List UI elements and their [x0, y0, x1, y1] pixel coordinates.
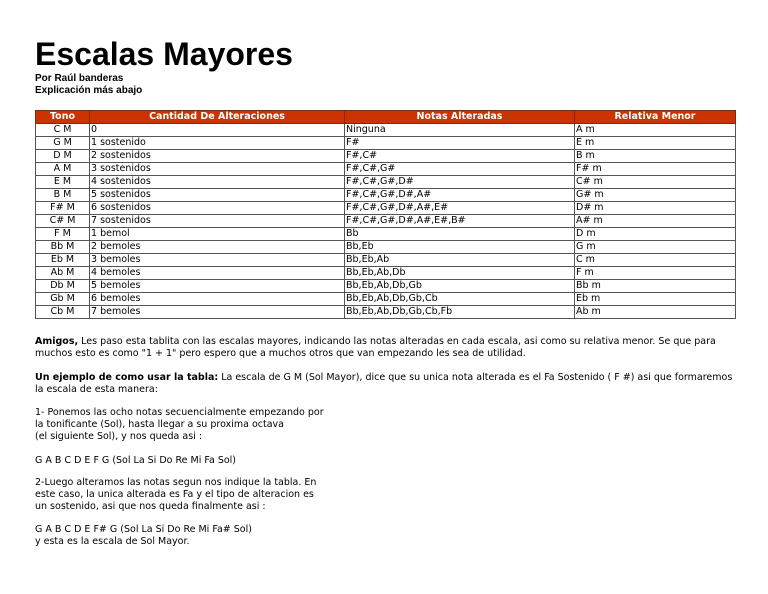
cell-tono: Bb M [36, 241, 90, 254]
scale2-line: G A B C D E F# G (Sol La Si Do Re Mi Fa# Sol) [35, 524, 252, 535]
cell-notas: F#,C#,G#,D#,A#,E#,B# [345, 215, 575, 228]
cell-tono: Eb M [36, 254, 90, 267]
cell-tono: G M [36, 137, 90, 150]
intro-paragraph [35, 336, 735, 360]
cell-relativa: A# m [575, 215, 736, 228]
closing-line: y esta es la escala de Sol Mayor. [35, 536, 190, 547]
cell-relativa: D# m [575, 202, 736, 215]
cell-tono: A M [36, 163, 90, 176]
cell-notas: F#,C# [345, 150, 575, 163]
cell-tono: B M [36, 189, 90, 202]
step2-line: este caso, la unica alterada es Fa y el tipo de alteracion es [35, 489, 314, 500]
cell-cantidad: 5 sostenidos [90, 189, 345, 202]
cell-notas: Bb,Eb,Ab,Db,Gb,Cb [345, 293, 575, 306]
cell-relativa: G# m [575, 189, 736, 202]
cell-notas: Bb,Eb,Ab,Db,Gb [345, 280, 575, 293]
cell-tono: F# M [36, 202, 90, 215]
scales-table [35, 110, 736, 319]
cell-relativa: C m [575, 254, 736, 267]
cell-tono: D M [36, 150, 90, 163]
step1-line: la tonificante (Sol), hasta llegar a su proxima octava [35, 419, 284, 430]
table-body [36, 124, 736, 319]
table-row [36, 293, 736, 306]
cell-notas: Bb [345, 228, 575, 241]
cell-tono: E M [36, 176, 90, 189]
step1-line: (el siguiente Sol), y nos queda asi : [35, 431, 203, 442]
cell-notas: F#,C#,G#,D#,A#,E# [345, 202, 575, 215]
cell-cantidad: 0 [90, 124, 345, 137]
table-row [36, 124, 736, 137]
cell-cantidad: 2 bemoles [90, 241, 345, 254]
table-row [36, 176, 736, 189]
page-title: Escalas Mayores [35, 36, 293, 72]
table-row [36, 241, 736, 254]
step2-line: 2-Luego alteramos las notas segun nos indique la tabla. En [35, 477, 317, 488]
cell-cantidad: 2 sostenidos [90, 150, 345, 163]
table-row [36, 202, 736, 215]
scale1-line: G A B C D E F G (Sol La Si Do Re Mi Fa Sol) [35, 455, 237, 466]
cell-cantidad: 1 bemol [90, 228, 345, 241]
cell-notas: Ninguna [345, 124, 575, 137]
table-row [36, 163, 736, 176]
step2-paragraph [35, 477, 335, 513]
table-row [36, 267, 736, 280]
cell-notas: F#,C#,G#,D#,A# [345, 189, 575, 202]
cell-cantidad: 7 sostenidos [90, 215, 345, 228]
cell-relativa: F m [575, 267, 736, 280]
explanation-note: Explicación más abajo [35, 85, 143, 96]
cell-cantidad: 4 bemoles [90, 267, 345, 280]
cell-tono: Gb M [36, 293, 90, 306]
table-row [36, 306, 736, 319]
header-relativa: Relativa Menor [575, 111, 736, 124]
cell-cantidad: 6 sostenidos [90, 202, 345, 215]
cell-relativa: D m [575, 228, 736, 241]
cell-tono: Cb M [36, 306, 90, 319]
intro-text: Les paso esta tablita con las escalas mayores, indicando las notas alteradas en cada escala, asi como su relativa menor. Se que para muchos esto es como "1 + 1" pero espero que a muchos otros que van empezando les sea de utilidad. [35, 336, 716, 359]
table-row [36, 189, 736, 202]
cell-relativa: C# m [575, 176, 736, 189]
cell-notas: F# [345, 137, 575, 150]
cell-cantidad: 4 sostenidos [90, 176, 345, 189]
cell-relativa: Eb m [575, 293, 736, 306]
table-row [36, 254, 736, 267]
cell-cantidad: 1 sostenido [90, 137, 345, 150]
header-notas: Notas Alteradas [345, 111, 575, 124]
cell-relativa: B m [575, 150, 736, 163]
cell-relativa: A m [575, 124, 736, 137]
table-row [36, 228, 736, 241]
cell-cantidad: 7 bemoles [90, 306, 345, 319]
step2-line: un sostenido, asi que nos queda finalmente asi : [35, 501, 266, 512]
table-row [36, 150, 736, 163]
cell-tono: F M [36, 228, 90, 241]
intro-lead: Amigos, [35, 336, 79, 347]
cell-cantidad: 3 sostenidos [90, 163, 345, 176]
header-cantidad: Cantidad De Alteraciones [90, 111, 345, 124]
cell-notas: Bb,Eb [345, 241, 575, 254]
step1-line: 1- Ponemos las ocho notas secuencialmente empezando por [35, 407, 324, 418]
example-text: La escala de G M (Sol Mayor), dice que su unica nota alterada es el Fa Sostenido ( F #) asi que formaremos la escala de esta manera: [35, 372, 733, 395]
cell-notas: Bb,Eb,Ab [345, 254, 575, 267]
table-row [36, 280, 736, 293]
cell-tono: Db M [36, 280, 90, 293]
table-header-row [36, 111, 736, 124]
step1-paragraph [35, 407, 335, 443]
cell-relativa: Bb m [575, 280, 736, 293]
example-lead: Un ejemplo de como usar la tabla: [35, 372, 219, 383]
cell-tono: Ab M [36, 267, 90, 280]
example-paragraph [35, 372, 735, 396]
cell-notas: Bb,Eb,Ab,Db,Gb,Cb,Fb [345, 306, 575, 319]
cell-relativa: F# m [575, 163, 736, 176]
cell-tono: C# M [36, 215, 90, 228]
cell-relativa: E m [575, 137, 736, 150]
cell-cantidad: 6 bemoles [90, 293, 345, 306]
cell-cantidad: 5 bemoles [90, 280, 345, 293]
header-tono: Tono [36, 111, 90, 124]
cell-tono: C M [36, 124, 90, 137]
table-row [36, 215, 736, 228]
final-scale-block [35, 524, 735, 548]
author-line: Por Raúl banderas [35, 73, 124, 84]
cell-relativa: Ab m [575, 306, 736, 319]
cell-notas: F#,C#,G# [345, 163, 575, 176]
cell-relativa: G m [575, 241, 736, 254]
table-row [36, 137, 736, 150]
cell-cantidad: 3 bemoles [90, 254, 345, 267]
cell-notas: F#,C#,G#,D# [345, 176, 575, 189]
cell-notas: Bb,Eb,Ab,Db [345, 267, 575, 280]
